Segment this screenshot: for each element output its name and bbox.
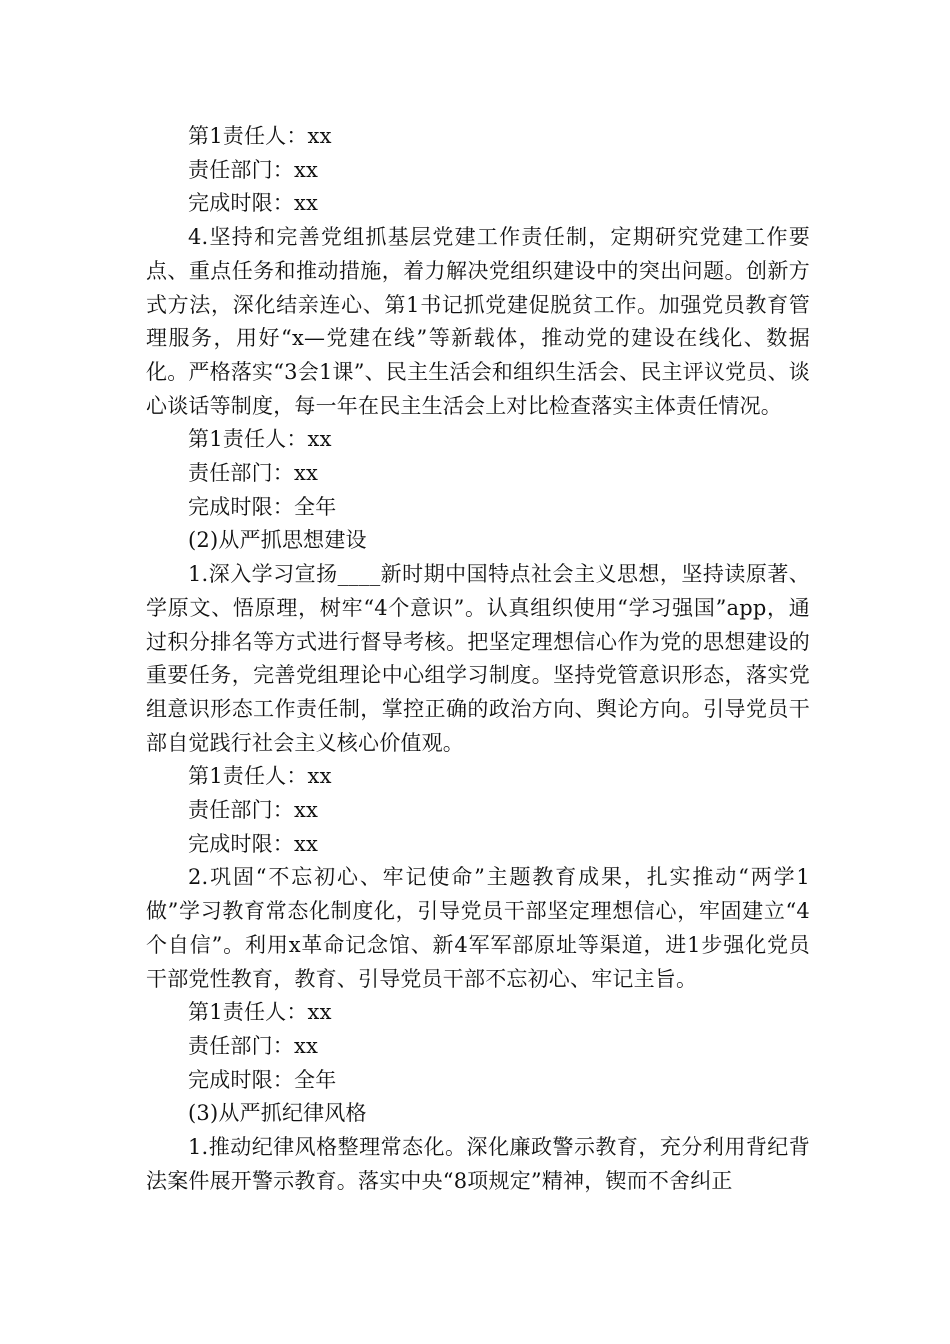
item-paragraph: 1.深入学习宣扬____新时期中国特点社会主义思想，坚持读原著、学原文、悟原理，树牢“4个意识”。认真组织使用“学习强国”app，通过积分排名等方式进行督导考核。把坚定理想信心作为党的思想建设的重要任务，完善党组理论中心组学习制度。坚持党管意识形态，落实党组意识形态工作责任制，掌控正确的政治方向、舆论方向。引导党员干部自觉践行社会主义核心价值观。 [146, 562, 810, 755]
item-paragraph: 2.巩固“不忘初心、牢记使命”主题教育成果，扎实推动“两学1做”学习教育常态化制度化，引导党员干部坚定理想信心，牢固建立“4个自信”。利用x革命记念馆、新4军军部原址等渠道，进1步强化党员干部党性教育，教育、引导党员干部不忘初心、牢记主旨。 [146, 865, 810, 991]
responsible-department-line: 责任部门：xx [188, 798, 319, 823]
section-heading: (2)从严抓思想建设 [188, 528, 367, 553]
responsible-person-line: 第1责任人：xx [188, 427, 332, 452]
responsible-person-line: 第1责任人：xx [188, 124, 332, 148]
item-paragraph: 4.坚持和完善党组抓基层党建工作责任制，定期研究党建工作要点、重点任务和推动措施，着力解决党组织建设中的突出问题。创新方式方法，深化结亲连心、第1书记抓党建促脱贫工作。加强党员教育管理服务，用好“x—党建在线”等新载体，推动党的建设在线化、数据化。严格落实“3会1课”、民主生活会和组织生活会、民主评议党员、谈心谈话等制度，每一年在民主生活会上对比检查落实主体责任情况。 [146, 225, 810, 418]
document-body [146, 120, 810, 1199]
responsible-person-line: 第1责任人：xx [188, 1000, 332, 1025]
responsible-department-line: 责任部门：xx [188, 1033, 319, 1058]
item-paragraph: 1.推动纪律风格整理常态化。深化廉政警示教育，充分利用背纪背法案件展开警示教育。落实中央“8项规定”精神，锲而不舍纠正 [146, 1135, 810, 1193]
responsible-person-line: 第1责任人：xx [188, 764, 332, 789]
deadline-line: 完成时限：xx [188, 191, 319, 216]
section-heading: (3)从严抓纪律风格 [188, 1101, 367, 1126]
deadline-line: 完成时限：全年 [188, 494, 337, 519]
deadline-line: 完成时限：xx [188, 831, 319, 856]
responsible-department-line: 责任部门：xx [188, 461, 319, 486]
responsible-department-line: 责任部门：xx [188, 157, 319, 182]
deadline-line: 完成时限：全年 [188, 1067, 337, 1092]
